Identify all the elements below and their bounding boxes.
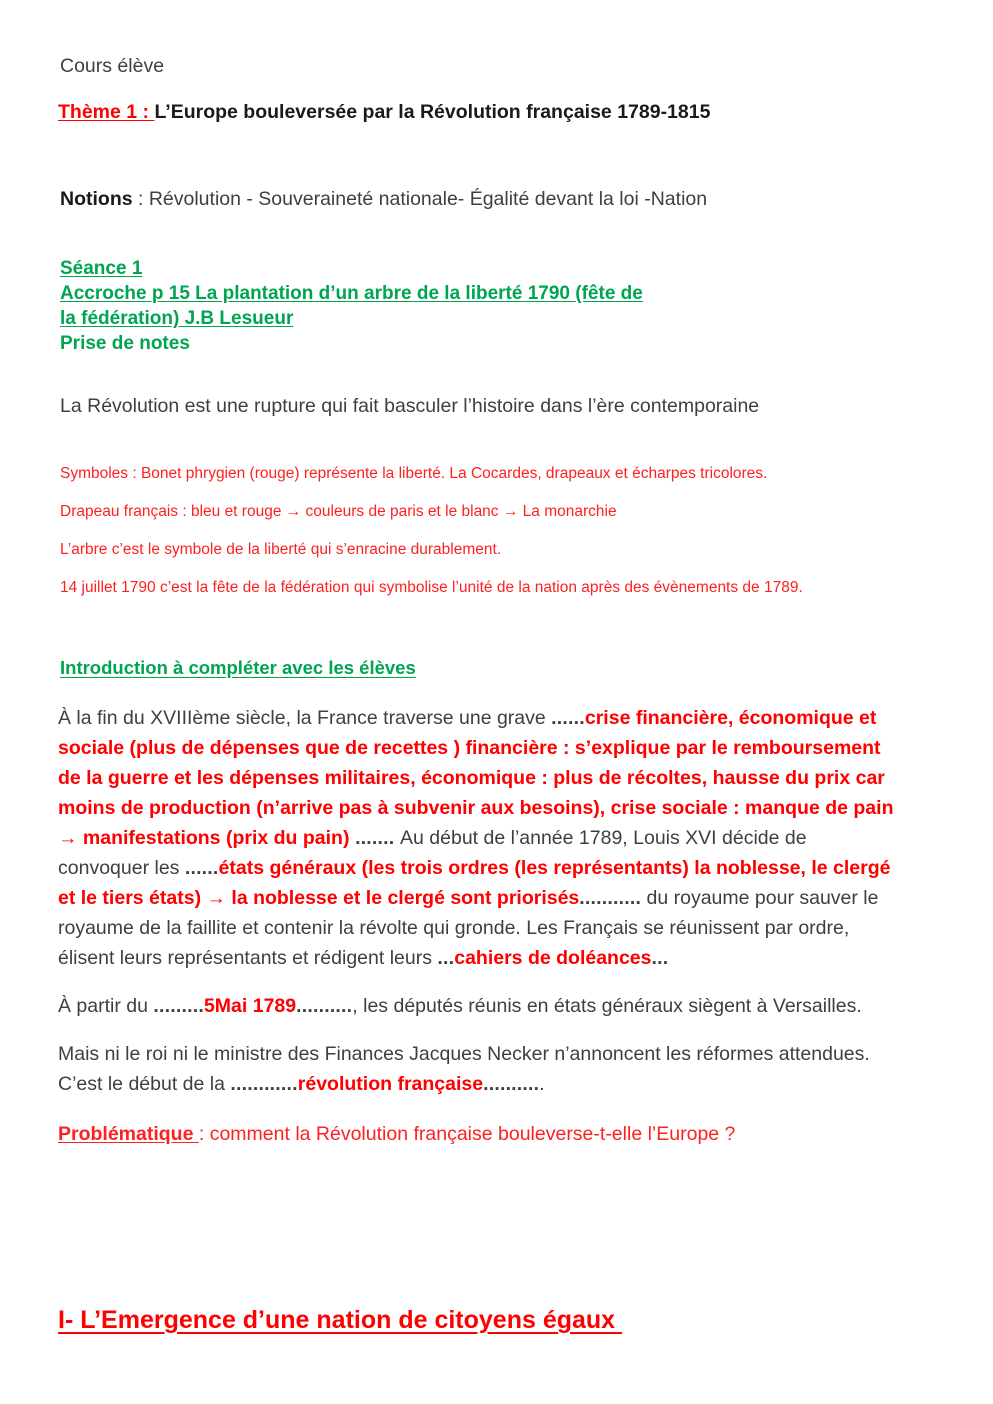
intro-p1-blank-1: ......	[551, 707, 585, 729]
intro-p1-seg1: À la fin du XVIIIème siècle, la France traverse une grave	[58, 707, 552, 729]
red-notes-block	[60, 463, 933, 599]
theme-title: L’Europe bouleversée par la Révolution française 1789-1815	[154, 101, 711, 123]
introduction-heading: Introduction à compléter avec les élèves	[60, 657, 416, 678]
seance-accroche: Accroche p 15 La plantation d’un arbre de la liberté 1790 (fête de la fédération) J.B Lesueur	[60, 283, 643, 329]
red-note-item: Symboles : Bonet phrygien (rouge) représente la liberté. La Cocardes, drapeaux et écharpes tricolores.	[60, 465, 768, 482]
intro-p3-blank-2: ..........	[483, 1073, 540, 1095]
theme-tag: Thème 1 :	[58, 101, 155, 123]
intro-p1-blank-6: ...	[651, 947, 669, 969]
red-note-item: Drapeau français : bleu et rouge → couleurs de paris et le blanc → La monarchie	[60, 503, 617, 520]
intro-p2-blank-1: .........	[153, 995, 204, 1017]
intro-p3-seg1: Mais ni le roi ni le ministre des Finances Jacques Necker n’annoncent les réformes attendues. C’est le début de la	[58, 1043, 870, 1095]
intro-p1-seg3: du royaume pour sauver le royaume de la faillite et contenir la révolte qui gronde. Les Français se réunissent par ordre, élisent leurs représentants et rédigent leurs	[58, 887, 879, 969]
intro-p2-blank-2: ..........	[296, 995, 353, 1017]
problematique-line	[58, 1119, 933, 1149]
notions-values: : Révolution - Souveraineté nationale- Égalité devant la loi -Nation	[132, 188, 708, 210]
intro-p2-answer-1: 5Mai 1789	[203, 995, 297, 1017]
intro-p1-answer-3: cahiers de doléances	[454, 947, 652, 969]
red-note-item: 14 juillet 1790 c’est la fête de la fédération qui symbolise l’unité de la nation après des évènements de 1789.	[60, 579, 803, 596]
theme-heading	[58, 98, 933, 126]
intro-p3-seg2: .	[539, 1073, 545, 1095]
seance-title: Séance 1	[60, 258, 143, 279]
notions-label: Notions	[60, 188, 133, 210]
intro-p1-blank-2: .......	[349, 827, 401, 849]
document-label: Cours élève	[60, 55, 165, 77]
section-one-heading: I- L’Emergence d’une nation de citoyens égaux	[58, 1306, 623, 1334]
problematique-label: Problématique	[58, 1123, 199, 1145]
notions-line	[60, 185, 933, 213]
intro-p1-seg2: Au début de l’année 1789, Louis XVI décide de convoquer les	[58, 827, 807, 879]
introduction-paragraph-1	[58, 703, 900, 973]
intro-p2-seg2: , les députés réunis en états généraux siègent à Versailles.	[352, 995, 862, 1017]
seance-prise-de-notes: Prise de notes	[60, 333, 190, 354]
rupture-statement: La Révolution est une rupture qui fait basculer l’histoire dans l’ère contemporaine	[60, 395, 760, 417]
red-note-item: L’arbre c’est le symbole de la liberté qui s’enracine durablement.	[60, 541, 502, 558]
introduction-paragraph-3	[58, 1039, 900, 1099]
problematique-text: : comment la Révolution française bouleverse-t-elle l’Europe ?	[198, 1123, 736, 1145]
intro-p1-blank-5: ...	[437, 947, 455, 969]
seance-block	[60, 256, 660, 356]
intro-p2-seg1: À partir du	[58, 995, 154, 1017]
intro-p3-blank-1: ............	[230, 1073, 298, 1095]
intro-p1-blank-4: ...........	[579, 887, 642, 909]
introduction-paragraph-2	[58, 991, 900, 1021]
intro-p3-answer-1: révolution française	[297, 1073, 484, 1095]
intro-p1-answer-2: états généraux (les trois ordres (les représentants) la noblesse, le clergé et le tiers états) → la noblesse et le clergé sont priorisés	[58, 857, 891, 909]
intro-p1-answer-1: crise financière, économique et sociale (plus de dépenses que de recettes ) financière : s’explique par le remboursement de la guerre et les dépenses militaires, économique : plus de récoltes, hausse du prix car moins de production (n’arrive pas à subvenir aux besoins), crise sociale : manque de pain → manifestations (prix du pain)	[58, 707, 894, 849]
intro-p1-blank-3: ......	[184, 857, 219, 879]
